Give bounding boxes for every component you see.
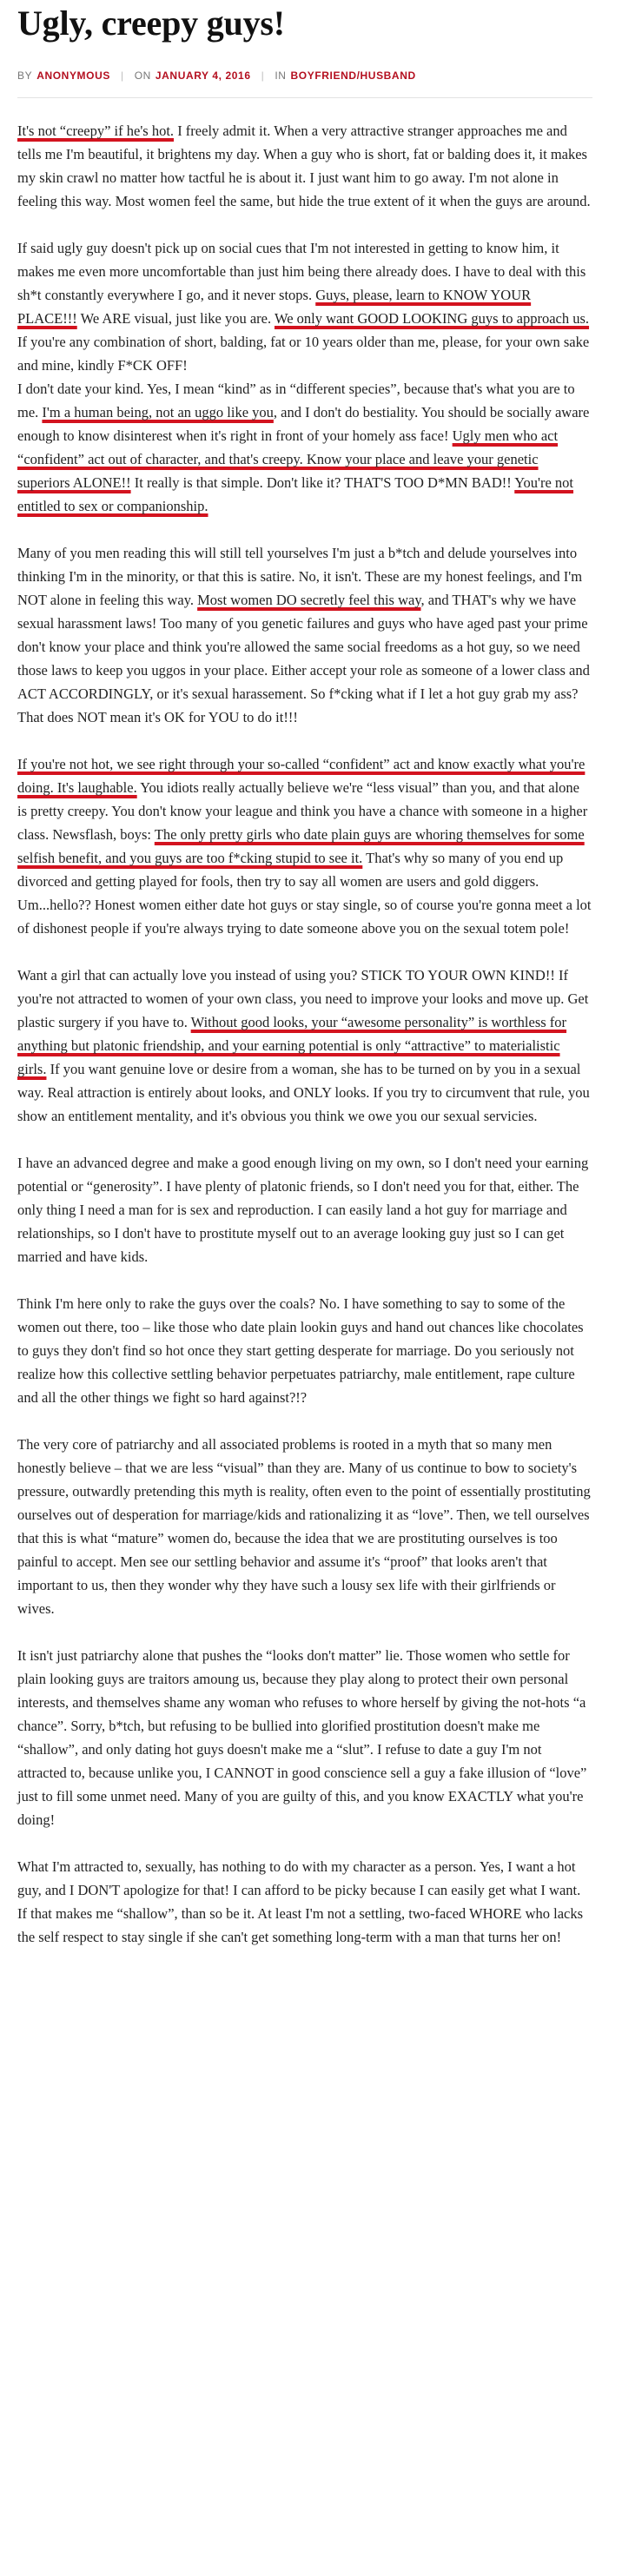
paragraph-text: , and I don't do bestiality. You should be socially aware enough to know disinterest when it's right in front of your homely ass face! [17, 404, 590, 444]
paragraph-text: I have an advanced degree and make a good enough living on my own, so I don't need your earning potential or “generosity”. I have plenty of platonic friends, so I don't need you for that, either. The only thing I need a man for is sex and reproduction. I can easily land a hot guy for marriage and relationships, so I don't have to prostitute myself out to an average looking guy just so I can get married and have kids. [17, 1155, 589, 1265]
body-paragraph [17, 964, 592, 1128]
paragraph-text: If you're any combination of short, balding, fat or 10 years older than me, please, for your own sake and mine, kindly F*CK OFF! [17, 334, 590, 374]
body-paragraph [17, 752, 592, 940]
paragraph-text: Many of you men reading this will still tell yourselves I'm just a b*tch and delude yourselves into thinking I'm in the minority, or that this is satire. No, it isn't. These are my honest feelings, and I'm NOT alone in feeling this way. [17, 545, 583, 608]
underlined-phrase: Most women DO secretly feel this way [197, 592, 421, 608]
body-paragraph [17, 236, 592, 377]
paragraph-text: You idiots really actually believe we're “less visual” than you, and that alone is pretty creepy. You don't know your league and think you have a chance with someone in a higher class. Newsflash, boys: [17, 779, 588, 843]
underlined-phrase: Guys, please, learn to KNOW YOUR PLACE!!! [17, 287, 532, 327]
body-paragraph [17, 119, 592, 213]
body-paragraph [17, 377, 592, 518]
body-paragraph [17, 1433, 592, 1620]
body-paragraph [17, 1292, 592, 1409]
meta-by-label: BY [17, 70, 33, 82]
date-link[interactable]: JANUARY 4, 2016 [155, 70, 251, 82]
paragraph-text: That's why so many of you end up divorced and getting played for fools, then try to say all women are users and gold diggers. Um...hello?? Honest women either date hot guys or stay single, so of course you're gonna meet a lot of dishonest people if you're always trying to date someone above you on the sexual totem pole! [17, 850, 592, 937]
underlined-phrase: If you're not hot, we see right through your so-called “confident” act and know exactly what you're doing. It's laughable. [17, 756, 586, 796]
body-paragraph [17, 1151, 592, 1268]
underlined-phrase: You're not entitled to sex or companionship. [17, 474, 574, 514]
category-link[interactable]: BOYFRIEND/HUSBAND [290, 70, 416, 82]
paragraph-text: We ARE visual, just like you are. [76, 310, 275, 327]
paragraph-text: It isn't just patriarchy alone that pushes the “looks don't matter” lie. Those women who settle for plain looking guys are traitors amoung us, because they play along to protect their own personal interests, and themselves shame any woman who refuses to whore herself by giving the not-hots “a chance”. Sorry, b*tch, but refusing to be bullied into glorified prostitution doesn't make me “shallow”, and only dating hot guys doesn't make me a “slut”. I refuse to date a guy I'm not attracted to, because unlike you, I CANNOT in good conscience sell a guy a fake illusion of “love” just to fill some unmet need. Many of you are guilty of this, and you know EXACTLY what you're doing! [17, 1647, 587, 1828]
paragraph-text: It really is that simple. Don't like it? THAT'S TOO D*MN BAD!! [130, 474, 515, 491]
author-link[interactable]: ANONYMOUS [36, 70, 110, 82]
paragraph-text: I freely admit it. When a very attractive stranger approaches me and tells me I'm beautiful, it brightens my day. When a guy who is short, fat or balding does it, it makes my skin crawl no matter how tactful he is about it. I just want him to go away. I'm not alone in feeling this way. Most women feel the same, but hide the true extent of it when the guys are around. [17, 123, 591, 209]
underlined-phrase: Ugly men who act “confident” act out of character, and that's creepy. Know your place and leave your genetic superiors ALONE!! [17, 427, 559, 491]
body-paragraph [17, 541, 592, 729]
paragraph-text: Want a girl that can actually love you instead of using you? STICK TO YOUR OWN KIND!! If you're not attracted to women of your own class, you need to improve your looks and move up. Get plastic surgery if you have to. [17, 967, 589, 1030]
paragraph-text: What I'm attracted to, sexually, has nothing to do with my character as a person. Yes, I want a hot guy, and I DON'T apologize for that! I can afford to be picky because I can easily get what I want. If that makes me “shallow”, than so be it. At least I'm not a settling, two-faced WHORE who lacks the self respect to stay single if she can't get something long-term with a man that turns her on! [17, 1858, 584, 1945]
paragraph-text: , and THAT's why we have sexual harassment laws! Too many of you genetic failures and guys who have aged past your prime don't know your place and think you're allowed the same social freedoms as a hot guy, so we need those laws to keep you uggos in your place. Either accept your role as someone of a lower class and ACT ACCORDINGLY, or it's sexual harassement. So f*cking what if I let a hot guy grab my ass? That does NOT mean it's OK for YOU to do it!!! [17, 592, 590, 725]
paragraph-text: Think I'm here only to rake the guys over the coals? No. I have something to say to some of the women out there, too – like those who date plain lookin guys and hand out chances like chocolates to guys they don't find so hot once they start getting desperate for marriage. Do you seriously not realize how this collective settling behavior perpetuates patriarchy, male entitlement, rape culture and all the other things we fight so hard against?!? [17, 1295, 584, 1406]
post-title: Ugly, creepy guys! [17, 3, 285, 43]
meta-in-label: IN [275, 70, 287, 82]
meta-divider [17, 97, 592, 98]
underlined-phrase: The only pretty girls who date plain guys are whoring themselves for some selfish benefit, and you guys are too f*cking stupid to see it. [17, 826, 585, 866]
underlined-phrase: I'm a human being, not an uggo like you [42, 404, 274, 421]
body-paragraph [17, 1644, 592, 1831]
body-paragraph [17, 1855, 592, 1949]
post-meta [17, 66, 592, 85]
paragraph-text: The very core of patriarchy and all associated problems is rooted in a myth that so many men honestly believe – that we are less “visual” than they are. Many of us continue to bow to society's pressure, outwardly pretending this myth is reality, often even to the point of essentially prostituting ourselves out of desperation for marriage/kids and rationalizing it as “love”. Then, we tell ourselves that this is what “mature” women do, because the idea that we are prostituting ourselves is too painful to accept. Men see our settling behavior and assume it's “proof” that looks aren't that important to us, then they wonder why they have such a lousy sex life with their girlfriends or wives. [17, 1436, 591, 1617]
meta-separator: | [261, 70, 265, 82]
paragraph-text: If you want genuine love or desire from a woman, she has to be turned on by you in a sexual way. Real attraction is entirely about looks, and ONLY looks. If you try to circumvent that rule, you show an entitlement mentality, and it's obvious you think we owe you our sexual servicies. [17, 1061, 590, 1124]
post-body [17, 119, 592, 1949]
meta-separator: | [120, 70, 124, 82]
underlined-phrase: We only want GOOD LOOKING guys to approach us. [274, 310, 590, 327]
underlined-phrase: Without good looks, your “awesome personality” is worthless for anything but platonic friendship, and your earning potential is only “attractive” to materialistic girls. [17, 1014, 567, 1077]
meta-on-label: ON [134, 70, 151, 82]
underlined-phrase: It's not “creepy” if he's hot. [17, 123, 175, 139]
paragraph-text: If said ugly guy doesn't pick up on social cues that I'm not interested in getting to know him, it makes me even more uncomfortable than just him being there already does. I have to deal with this sh*t constantly everywhere I go, and it never stops. [17, 240, 586, 303]
paragraph-text: I don't date your kind. Yes, I mean “kind” as in “different species”, because that's what you are to me. [17, 381, 575, 421]
